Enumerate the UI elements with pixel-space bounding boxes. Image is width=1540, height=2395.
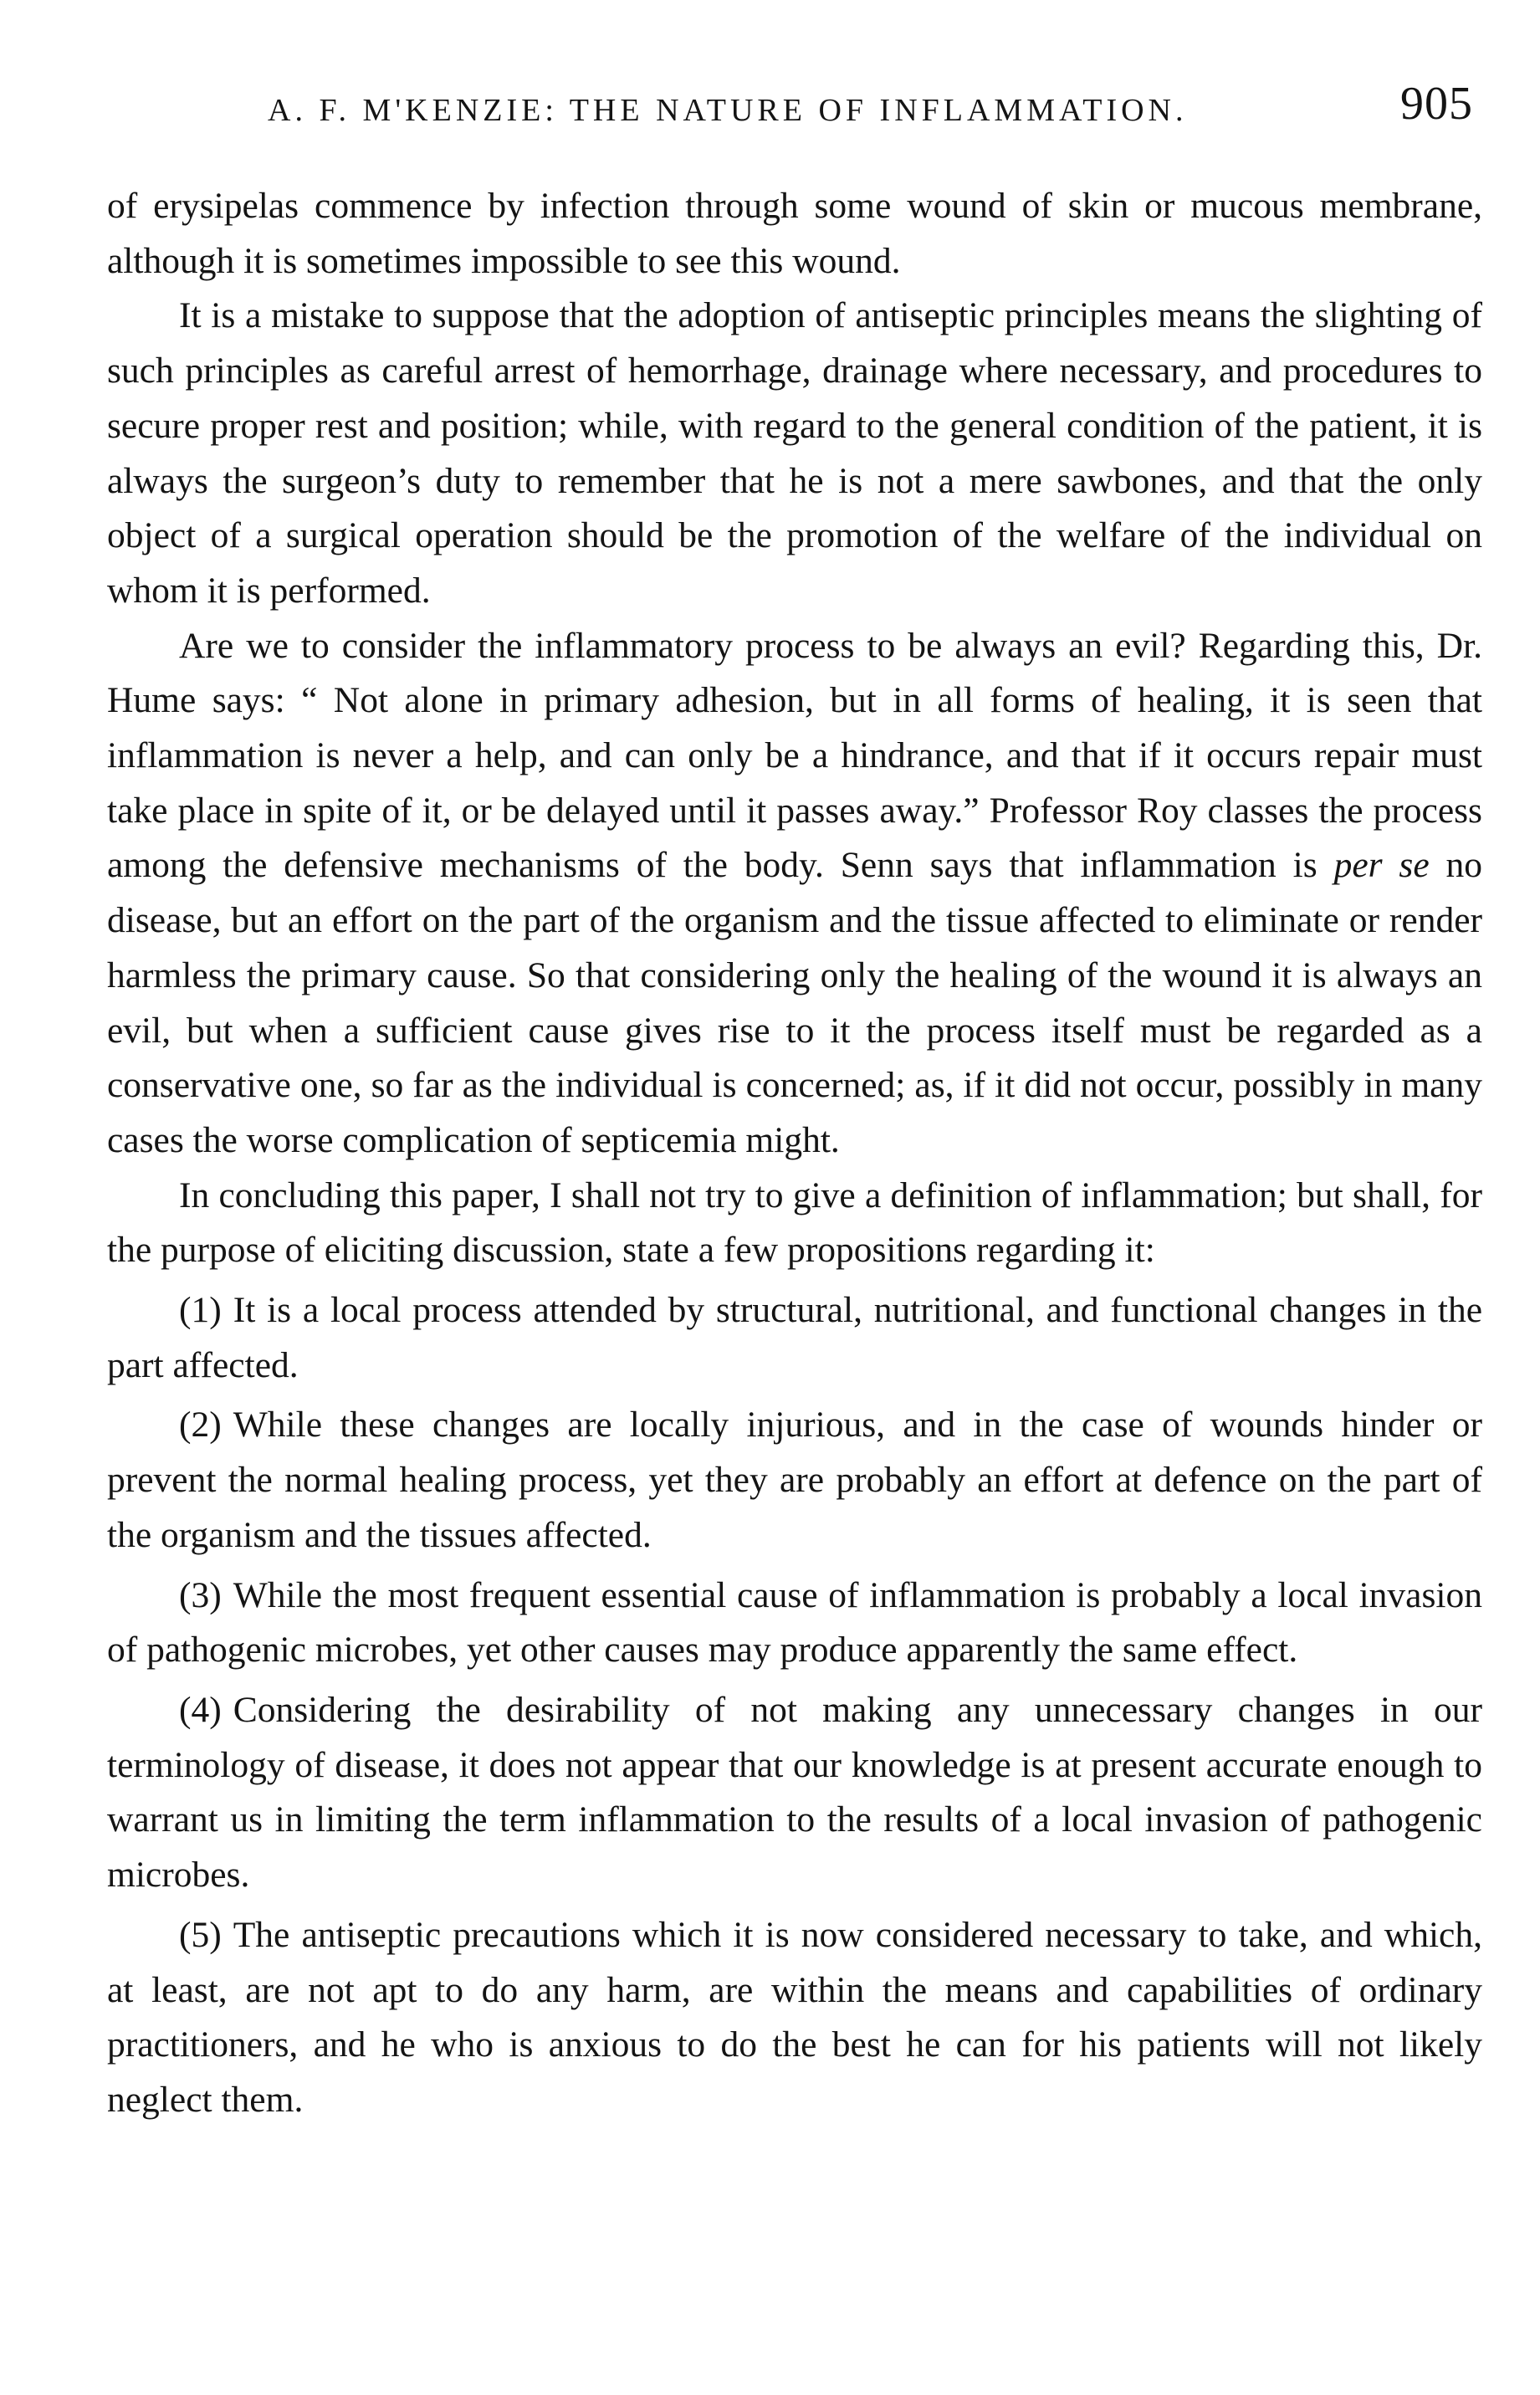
proposition-5 [107,1908,1482,2128]
running-title: A. F. M'KENZIE: THE NATURE OF INFLAMMATION. [268,93,1188,128]
proposition-number: (2) [179,1405,222,1446]
italic-phrase: per se [1333,845,1430,886]
proposition-2 [107,1398,1482,1563]
proposition-text: It is a local process attended by structural, nutritional, and functional changes in the part affected. [107,1290,1482,1385]
page-number: 905 [1400,78,1473,130]
paragraph-text: Are we to consider the inflammatory process to be always an evil? Regarding this, Dr. Hume says: “ Not alone in primary adhesion, but in all forms of healing, it is seen that inflammation is never a help, and can only be a hindrance, and that if it occurs repair must take place in spite of it, or be delayed until it passes away.” Professor Roy classes the process among the defensive mechanisms of the body. Senn says that inflammation is [107,625,1482,886]
proposition-4 [107,1683,1482,1903]
proposition-text: While the most frequent essential cause of inflammation is probably a local invasion of pathogenic microbes, yet other causes may produce apparently the same effect. [107,1574,1482,1671]
running-head [109,77,1473,144]
proposition-number: (4) [179,1689,222,1730]
proposition-number: (1) [179,1290,222,1331]
proposition-number: (5) [179,1914,222,1955]
paragraph-antiseptic-principles: It is a mistake to suppose that the adoption of antiseptic principles means the slighting of such principles as careful arrest of hemorrhage, drainage where necessary, and procedures to secure proper rest and position; while, with regard to the general condition of the patient, it is always the surgeon’s duty to remember that he is not a mere sawbones, and that the only object of a surgical operation should be the promotion of the welfare of the individual on whom it is performed. [107,295,1482,611]
body-text [107,179,1482,2128]
proposition-text: The antiseptic precautions which it is now considered necessary to take, and which, at least, are not apt to do any harm, are within the means and capabilities of ordinary practitioners, and he who is anxious to do the best he can for his patients will not likely neglect them. [107,1914,1482,2120]
proposition-number: (3) [179,1574,222,1615]
paragraph-continuation: of erysipelas commence by infection through some wound of skin or mucous membrane, although it is sometimes impossible to see this wound. [107,186,1482,281]
paragraph-text: no disease, but an effort on the part of the organism and the tissue affected to eliminate or render harmless the primary cause. So that considering only the healing of the wound it is always an evil, but when a sufficient cause gives rise to it the process itself must be regarded as a conservative one, so far as the individual is concerned; as, if it did not occur, possibly in many cases the worse complication of septicemia might. [107,845,1483,1160]
paragraph-inflammatory-process [107,619,1482,1169]
proposition-text: While these changes are locally injurious, and in the case of wounds hinder or prevent the normal healing process, yet they are probably an effort at defence on the part of the organism and the tissues affected. [107,1405,1482,1555]
proposition-3 [107,1569,1482,1678]
paragraph-conclusion: In concluding this paper, I shall not try to give a definition of inflammation; but shall, for the purpose of eliciting discussion, state a few propositions regarding it: [107,1174,1482,1271]
proposition-text: Considering the desirability of not making any unnecessary changes in our terminology of disease, it does not appear that our knowledge is at present accurate enough to warrant us in limiting the term inflammation to the results of a local invasion of pathogenic microbes. [107,1689,1482,1896]
proposition-1 [107,1283,1482,1393]
